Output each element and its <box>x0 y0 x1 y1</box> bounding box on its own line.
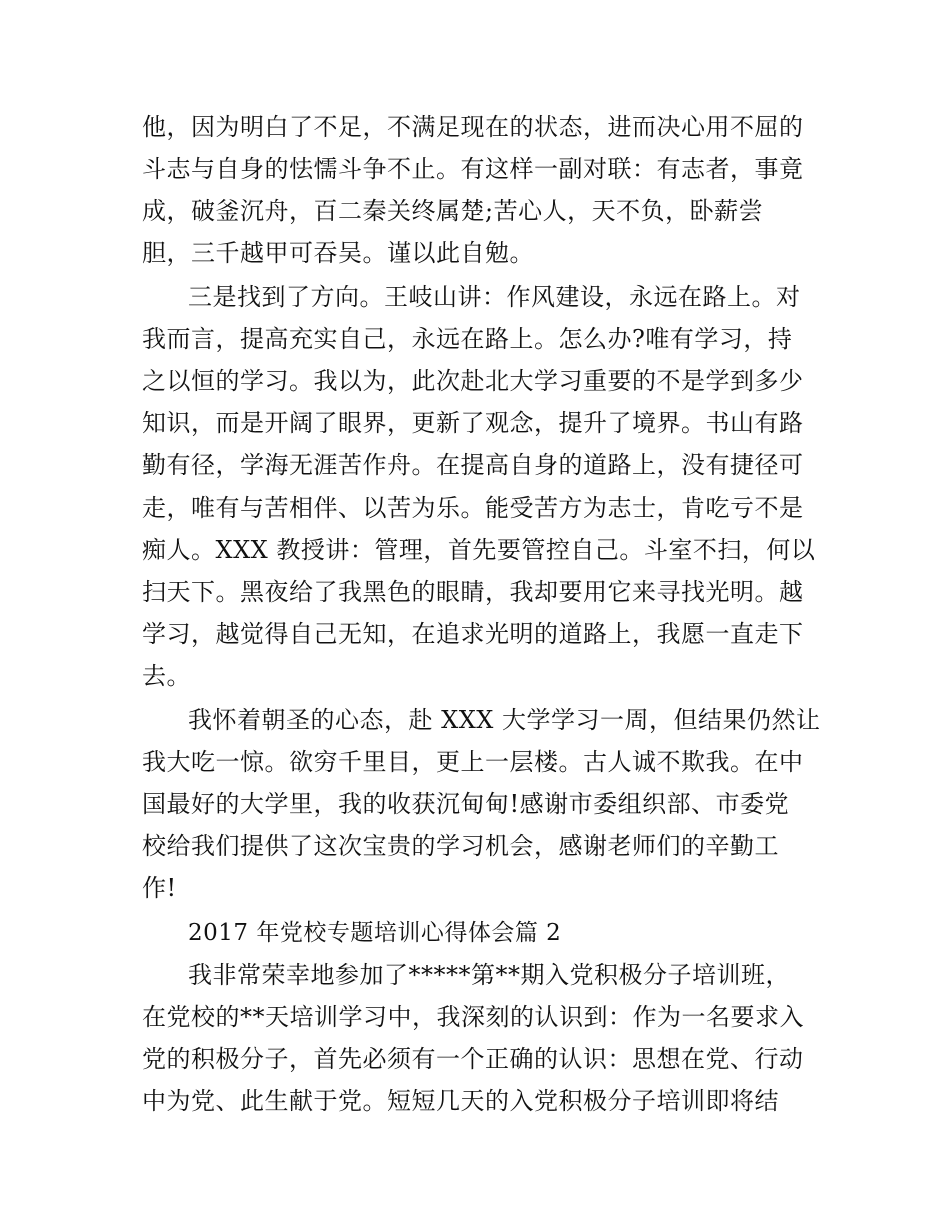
text-line: 在党校的**天培训学习中，我深刻的认识到：作为一名要求入 <box>142 1003 804 1031</box>
text-line: 勤有径，学海无涯苦作舟。在提高自身的道路上，没有捷径可 <box>142 451 804 479</box>
text-line: 学习，越觉得自己无知，在追求光明的道路上，我愿一直走下 <box>142 620 804 648</box>
text-line: 斗志与自身的怯懦斗争不止。有这样一副对联：有志者，事竟 <box>142 155 804 183</box>
text-line: 扫天下。黑夜给了我黑色的眼睛，我却要用它来寻找光明。越 <box>142 578 804 606</box>
text-line: 去。 <box>142 662 191 690</box>
section-heading: 2017 年党校专题培训心得体会篇 2 <box>188 920 562 946</box>
text-line: 三是找到了方向。王岐山讲：作风建设，永远在路上。对 <box>188 283 801 311</box>
text-line: 我而言，提高充实自己，永远在路上。怎么办?唯有学习，持 <box>142 325 793 353</box>
text-line: 知识，而是开阔了眼界，更新了观念，提升了境界。书山有路 <box>142 409 804 437</box>
text-line: 我怀着朝圣的心态，赴 XXX 大学学习一周，但结果仍然让 <box>188 706 821 734</box>
text-line: 校给我们提供了这次宝贵的学习机会，感谢老师们的辛勤工 <box>142 832 779 860</box>
text-line: 党的积极分子，首先必须有一个正确的认识：思想在党、行动 <box>142 1045 804 1073</box>
text-line: 成，破釜沉舟，百二秦关终属楚;苦心人，天不负，卧薪尝 <box>142 197 764 225</box>
text-line: 走，唯有与苦相伴、以苦为乐。能受苦方为志士，肯吃亏不是 <box>142 494 804 522</box>
text-line: 中为党、此生献于党。短短几天的入党积极分子培训即将结 <box>142 1087 779 1115</box>
text-line: 胆，三千越甲可吞吴。谨以此自勉。 <box>142 239 534 267</box>
text-line: 我非常荣幸地参加了*****第**期入党积极分子培训班， <box>188 961 790 989</box>
text-line: 痴人。XXX 教授讲：管理，首先要管控自己。斗室不扫，何以 <box>142 536 816 564</box>
text-line: 他，因为明白了不足，不满足现在的状态，进而决心用不屈的 <box>142 113 804 141</box>
text-line: 作! <box>142 874 177 902</box>
text-line: 之以恒的学习。我以为，此次赴北大学习重要的不是学到多少 <box>142 367 804 395</box>
text-line: 我大吃一惊。欲穷千里目，更上一层楼。古人诚不欺我。在中 <box>142 748 804 776</box>
text-line: 国最好的大学里，我的收获沉甸甸!感谢市委组织部、市委党 <box>142 790 790 818</box>
